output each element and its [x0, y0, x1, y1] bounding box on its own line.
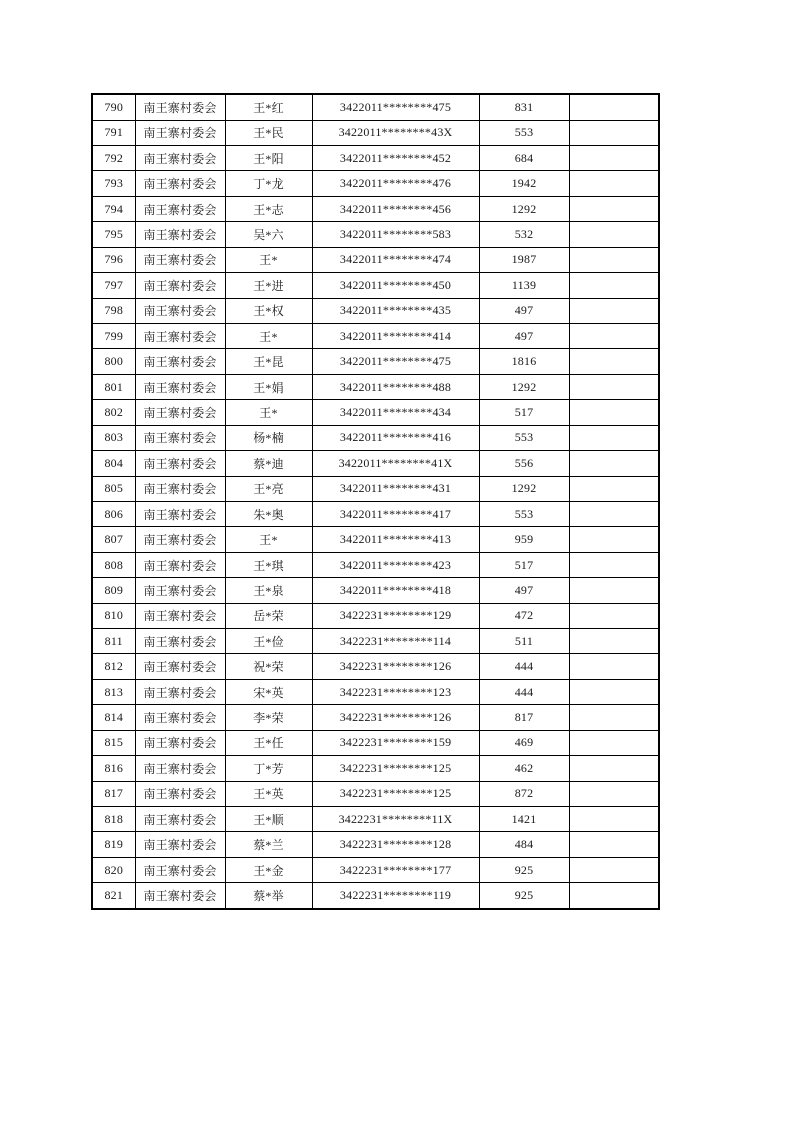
serial-cell: 806: [92, 501, 135, 526]
id-masked-cell: 3422011********43X: [312, 120, 479, 145]
amount-cell: 511: [479, 629, 569, 654]
note-cell: [569, 679, 659, 704]
serial-cell: 805: [92, 476, 135, 501]
village-cell: 南王寨村委会: [135, 451, 225, 476]
table-row: [92, 857, 659, 882]
note-cell: [569, 629, 659, 654]
amount-cell: 684: [479, 146, 569, 171]
id-masked-cell: 3422231********125: [312, 781, 479, 806]
serial-cell: 816: [92, 756, 135, 781]
table-row: [92, 807, 659, 832]
note-cell: [569, 120, 659, 145]
note-cell: [569, 146, 659, 171]
serial-cell: 810: [92, 603, 135, 628]
table-row: [92, 756, 659, 781]
village-cell: 南王寨村委会: [135, 705, 225, 730]
note-cell: [569, 501, 659, 526]
name-cell: 杨*楠: [225, 425, 312, 450]
serial-cell: 804: [92, 451, 135, 476]
serial-cell: 802: [92, 400, 135, 425]
village-cell: 南王寨村委会: [135, 501, 225, 526]
id-masked-cell: 3422231********125: [312, 756, 479, 781]
name-cell: 蔡*兰: [225, 832, 312, 857]
note-cell: [569, 857, 659, 882]
note-cell: [569, 171, 659, 196]
name-cell: 王*琪: [225, 552, 312, 577]
amount-cell: 553: [479, 120, 569, 145]
table-row: [92, 654, 659, 679]
village-cell: 南王寨村委会: [135, 171, 225, 196]
serial-cell: 807: [92, 527, 135, 552]
id-masked-cell: 3422011********450: [312, 273, 479, 298]
note-cell: [569, 730, 659, 755]
table-body: [92, 94, 659, 909]
name-cell: 王*: [225, 400, 312, 425]
serial-cell: 796: [92, 247, 135, 272]
id-masked-cell: 3422011********416: [312, 425, 479, 450]
id-masked-cell: 3422231********128: [312, 832, 479, 857]
village-cell: 南王寨村委会: [135, 603, 225, 628]
note-cell: [569, 425, 659, 450]
name-cell: 王*阳: [225, 146, 312, 171]
village-cell: 南王寨村委会: [135, 552, 225, 577]
name-cell: 宋*英: [225, 679, 312, 704]
note-cell: [569, 222, 659, 247]
note-cell: [569, 756, 659, 781]
village-cell: 南王寨村委会: [135, 679, 225, 704]
id-masked-cell: 3422231********119: [312, 883, 479, 909]
id-masked-cell: 3422011********435: [312, 298, 479, 323]
name-cell: 丁*芳: [225, 756, 312, 781]
village-cell: 南王寨村委会: [135, 247, 225, 272]
id-masked-cell: 3422011********476: [312, 171, 479, 196]
amount-cell: 497: [479, 578, 569, 603]
table-row: [92, 374, 659, 399]
note-cell: [569, 654, 659, 679]
table-row: [92, 552, 659, 577]
beneficiary-table: [91, 93, 660, 910]
table-row: [92, 120, 659, 145]
serial-cell: 799: [92, 324, 135, 349]
id-masked-cell: 3422011********583: [312, 222, 479, 247]
amount-cell: 497: [479, 298, 569, 323]
table-row: [92, 603, 659, 628]
amount-cell: 553: [479, 501, 569, 526]
serial-cell: 794: [92, 196, 135, 221]
village-cell: 南王寨村委会: [135, 94, 225, 120]
serial-cell: 791: [92, 120, 135, 145]
table-row: [92, 883, 659, 909]
note-cell: [569, 603, 659, 628]
amount-cell: 532: [479, 222, 569, 247]
village-cell: 南王寨村委会: [135, 196, 225, 221]
serial-cell: 797: [92, 273, 135, 298]
name-cell: 蔡*迪: [225, 451, 312, 476]
amount-cell: 959: [479, 527, 569, 552]
table-row: [92, 730, 659, 755]
table-row: [92, 679, 659, 704]
table-row: [92, 273, 659, 298]
table-row: [92, 527, 659, 552]
village-cell: 南王寨村委会: [135, 273, 225, 298]
amount-cell: 1816: [479, 349, 569, 374]
id-masked-cell: 3422011********418: [312, 578, 479, 603]
id-masked-cell: 3422011********434: [312, 400, 479, 425]
serial-cell: 800: [92, 349, 135, 374]
village-cell: 南王寨村委会: [135, 298, 225, 323]
amount-cell: 1292: [479, 374, 569, 399]
village-cell: 南王寨村委会: [135, 883, 225, 909]
name-cell: 王*金: [225, 857, 312, 882]
table-row: [92, 171, 659, 196]
name-cell: 王*娟: [225, 374, 312, 399]
village-cell: 南王寨村委会: [135, 324, 225, 349]
serial-cell: 790: [92, 94, 135, 120]
serial-cell: 792: [92, 146, 135, 171]
village-cell: 南王寨村委会: [135, 654, 225, 679]
village-cell: 南王寨村委会: [135, 857, 225, 882]
note-cell: [569, 324, 659, 349]
id-masked-cell: 3422011********423: [312, 552, 479, 577]
village-cell: 南王寨村委会: [135, 425, 225, 450]
id-masked-cell: 3422231********11X: [312, 807, 479, 832]
amount-cell: 925: [479, 857, 569, 882]
serial-cell: 821: [92, 883, 135, 909]
name-cell: 王*泉: [225, 578, 312, 603]
id-masked-cell: 3422011********417: [312, 501, 479, 526]
table-row: [92, 349, 659, 374]
table-row: [92, 832, 659, 857]
name-cell: 王*: [225, 527, 312, 552]
name-cell: 王*俭: [225, 629, 312, 654]
village-cell: 南王寨村委会: [135, 120, 225, 145]
id-masked-cell: 3422231********114: [312, 629, 479, 654]
note-cell: [569, 832, 659, 857]
note-cell: [569, 196, 659, 221]
name-cell: 王*志: [225, 196, 312, 221]
village-cell: 南王寨村委会: [135, 222, 225, 247]
village-cell: 南王寨村委会: [135, 146, 225, 171]
table-row: [92, 94, 659, 120]
note-cell: [569, 349, 659, 374]
village-cell: 南王寨村委会: [135, 730, 225, 755]
name-cell: 王*英: [225, 781, 312, 806]
amount-cell: 1292: [479, 476, 569, 501]
name-cell: 王*权: [225, 298, 312, 323]
table-row: [92, 629, 659, 654]
name-cell: 王*亮: [225, 476, 312, 501]
village-cell: 南王寨村委会: [135, 756, 225, 781]
village-cell: 南王寨村委会: [135, 476, 225, 501]
id-masked-cell: 3422011********41X: [312, 451, 479, 476]
serial-cell: 811: [92, 629, 135, 654]
name-cell: 王*进: [225, 273, 312, 298]
note-cell: [569, 705, 659, 730]
serial-cell: 813: [92, 679, 135, 704]
note-cell: [569, 527, 659, 552]
amount-cell: 472: [479, 603, 569, 628]
amount-cell: 1139: [479, 273, 569, 298]
id-masked-cell: 3422011********474: [312, 247, 479, 272]
name-cell: 丁*龙: [225, 171, 312, 196]
id-masked-cell: 3422231********123: [312, 679, 479, 704]
amount-cell: 462: [479, 756, 569, 781]
table-row: [92, 324, 659, 349]
village-cell: 南王寨村委会: [135, 400, 225, 425]
note-cell: [569, 781, 659, 806]
amount-cell: 497: [479, 324, 569, 349]
id-masked-cell: 3422231********126: [312, 654, 479, 679]
note-cell: [569, 400, 659, 425]
id-masked-cell: 3422231********159: [312, 730, 479, 755]
amount-cell: 1292: [479, 196, 569, 221]
id-masked-cell: 3422011********475: [312, 349, 479, 374]
id-masked-cell: 3422011********431: [312, 476, 479, 501]
name-cell: 岳*荣: [225, 603, 312, 628]
table-row: [92, 781, 659, 806]
serial-cell: 801: [92, 374, 135, 399]
serial-cell: 818: [92, 807, 135, 832]
table-row: [92, 578, 659, 603]
table-row: [92, 400, 659, 425]
name-cell: 蔡*举: [225, 883, 312, 909]
table-row: [92, 146, 659, 171]
table-row: [92, 222, 659, 247]
serial-cell: 814: [92, 705, 135, 730]
serial-cell: 812: [92, 654, 135, 679]
name-cell: 李*荣: [225, 705, 312, 730]
note-cell: [569, 552, 659, 577]
table-row: [92, 298, 659, 323]
name-cell: 王*昆: [225, 349, 312, 374]
table-row: [92, 501, 659, 526]
village-cell: 南王寨村委会: [135, 629, 225, 654]
table-row: [92, 705, 659, 730]
serial-cell: 817: [92, 781, 135, 806]
name-cell: 王*民: [225, 120, 312, 145]
table-row: [92, 476, 659, 501]
name-cell: 王*红: [225, 94, 312, 120]
id-masked-cell: 3422231********126: [312, 705, 479, 730]
amount-cell: 444: [479, 679, 569, 704]
id-masked-cell: 3422011********456: [312, 196, 479, 221]
serial-cell: 803: [92, 425, 135, 450]
note-cell: [569, 94, 659, 120]
serial-cell: 798: [92, 298, 135, 323]
serial-cell: 815: [92, 730, 135, 755]
table-row: [92, 425, 659, 450]
note-cell: [569, 273, 659, 298]
village-cell: 南王寨村委会: [135, 781, 225, 806]
note-cell: [569, 883, 659, 909]
table-row: [92, 247, 659, 272]
village-cell: 南王寨村委会: [135, 349, 225, 374]
name-cell: 王*: [225, 324, 312, 349]
id-masked-cell: 3422011********475: [312, 94, 479, 120]
note-cell: [569, 476, 659, 501]
name-cell: 吴*六: [225, 222, 312, 247]
village-cell: 南王寨村委会: [135, 832, 225, 857]
amount-cell: 1987: [479, 247, 569, 272]
id-masked-cell: 3422011********413: [312, 527, 479, 552]
id-masked-cell: 3422231********177: [312, 857, 479, 882]
amount-cell: 517: [479, 400, 569, 425]
amount-cell: 817: [479, 705, 569, 730]
amount-cell: 831: [479, 94, 569, 120]
note-cell: [569, 807, 659, 832]
amount-cell: 517: [479, 552, 569, 577]
name-cell: 王*任: [225, 730, 312, 755]
amount-cell: 1421: [479, 807, 569, 832]
village-cell: 南王寨村委会: [135, 807, 225, 832]
name-cell: 王*: [225, 247, 312, 272]
serial-cell: 820: [92, 857, 135, 882]
serial-cell: 809: [92, 578, 135, 603]
id-masked-cell: 3422011********452: [312, 146, 479, 171]
village-cell: 南王寨村委会: [135, 374, 225, 399]
serial-cell: 819: [92, 832, 135, 857]
id-masked-cell: 3422231********129: [312, 603, 479, 628]
note-cell: [569, 451, 659, 476]
name-cell: 朱*奥: [225, 501, 312, 526]
amount-cell: 444: [479, 654, 569, 679]
table-row: [92, 196, 659, 221]
table-row: [92, 451, 659, 476]
amount-cell: 925: [479, 883, 569, 909]
note-cell: [569, 578, 659, 603]
village-cell: 南王寨村委会: [135, 578, 225, 603]
village-cell: 南王寨村委会: [135, 527, 225, 552]
serial-cell: 795: [92, 222, 135, 247]
name-cell: 王*顺: [225, 807, 312, 832]
id-masked-cell: 3422011********414: [312, 324, 479, 349]
amount-cell: 1942: [479, 171, 569, 196]
serial-cell: 808: [92, 552, 135, 577]
note-cell: [569, 374, 659, 399]
name-cell: 祝*荣: [225, 654, 312, 679]
amount-cell: 484: [479, 832, 569, 857]
note-cell: [569, 298, 659, 323]
amount-cell: 872: [479, 781, 569, 806]
amount-cell: 469: [479, 730, 569, 755]
id-masked-cell: 3422011********488: [312, 374, 479, 399]
serial-cell: 793: [92, 171, 135, 196]
amount-cell: 556: [479, 451, 569, 476]
amount-cell: 553: [479, 425, 569, 450]
note-cell: [569, 247, 659, 272]
